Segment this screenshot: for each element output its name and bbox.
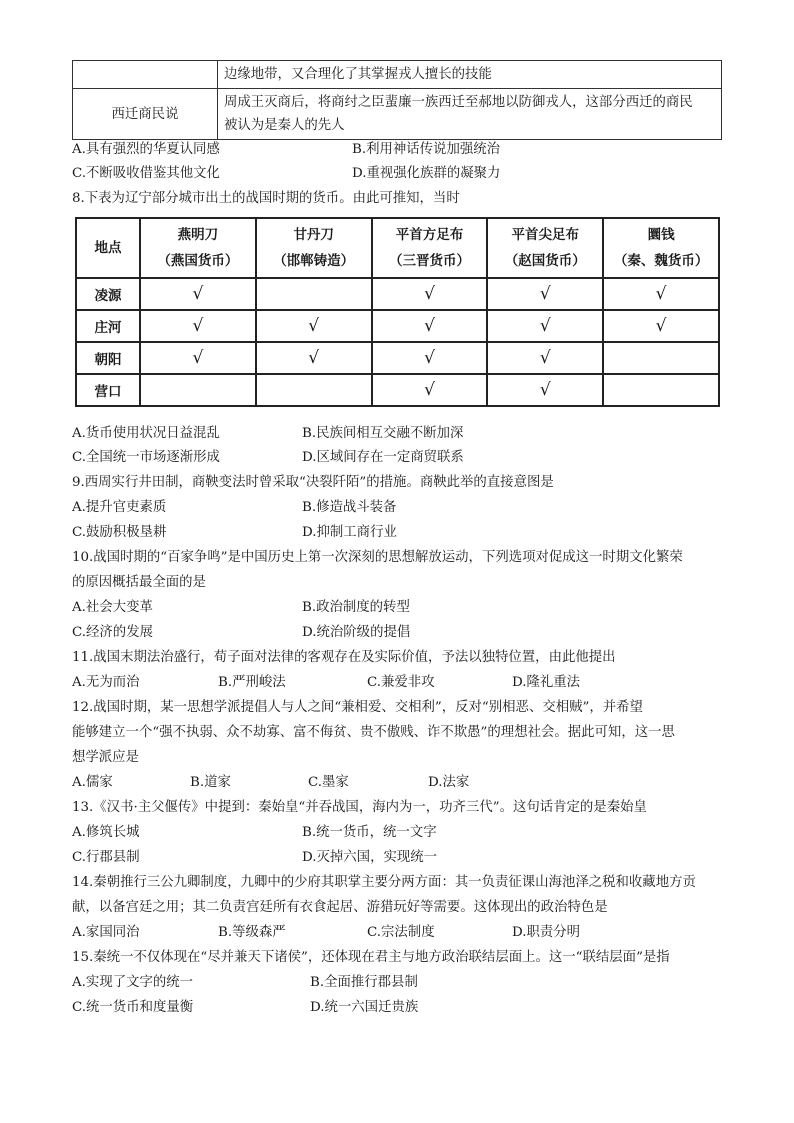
check-cell <box>140 374 256 406</box>
column-note: （邯郸铸造） <box>273 253 355 269</box>
q15-option-d[interactable]: D.统一六国迁贵族 <box>310 1000 419 1015</box>
q8-stem: 8.下表为辽宁部分城市出土的战国时期的货币。由此可推知，当时 <box>72 191 460 206</box>
check-cell: √ <box>372 374 488 406</box>
q12-option-c[interactable]: C.墨家 <box>308 775 349 790</box>
table-header-cell <box>487 218 603 278</box>
check-cell <box>256 278 372 310</box>
check-cell: √ <box>487 278 603 310</box>
table-row <box>76 310 719 342</box>
q9-option-b[interactable]: B.修造战斗装备 <box>302 500 397 515</box>
check-cell: √ <box>603 278 719 310</box>
q9-option-c[interactable]: C.鼓励积极垦耕 <box>72 525 167 540</box>
check-cell: √ <box>256 310 372 342</box>
q12-option-b[interactable]: B.道家 <box>190 775 231 790</box>
check-cell: √ <box>140 310 256 342</box>
q14-option-b[interactable]: B.等级森严 <box>218 925 286 940</box>
place-cell: 庄河 <box>76 310 140 342</box>
check-cell: √ <box>603 310 719 342</box>
q14-option-c[interactable]: C.宗法制度 <box>367 925 435 940</box>
table-row <box>73 61 722 89</box>
table-header-cell <box>603 218 719 278</box>
q12-option-d[interactable]: D.法家 <box>428 775 470 790</box>
check-cell: √ <box>372 278 488 310</box>
q10-option-d[interactable]: D.统治阶级的提倡 <box>302 625 411 640</box>
q14-option-d[interactable]: D.职责分明 <box>512 925 581 940</box>
table-cell <box>218 89 722 140</box>
q9-option-a[interactable]: A.提升官吏素质 <box>72 500 167 515</box>
place-cell: 朝阳 <box>76 342 140 374</box>
check-cell <box>256 374 372 406</box>
column-note: （三晋货币） <box>388 253 470 269</box>
check-cell <box>603 374 719 406</box>
q12-stem: 能够建立一个“强不执弱、众不劫寡、富不侮贫、贵不傲贱、诈不欺愚”的理想社会。据此可知，这一思 <box>72 725 675 740</box>
check-cell: √ <box>372 342 488 374</box>
q13-stem: 13.《汉书·主父偃传》中提到：秦始皇“并吞战国，海内为一，功齐三代”。这句话肯定的是秦始皇 <box>72 800 647 815</box>
check-cell: √ <box>140 278 256 310</box>
column-name: 圜钱 <box>647 227 675 243</box>
column-note: （燕国货币） <box>157 253 239 269</box>
table-header-row <box>76 218 719 278</box>
q13-option-c[interactable]: C.行郡县制 <box>72 850 140 865</box>
column-name: 平首方足布 <box>395 227 464 243</box>
cell-line: 周成王灭商后，将商纣之臣蜚廉一族西迁至郝地以防御戎人，这部分西迁的商民 <box>224 95 693 110</box>
q10-option-b[interactable]: B.政治制度的转型 <box>302 600 410 615</box>
q15-option-b[interactable]: B.全面推行郡县制 <box>310 975 418 990</box>
table-row <box>76 342 719 374</box>
column-name: 平首尖足布 <box>511 227 580 243</box>
column-name: 燕明刀 <box>177 227 219 243</box>
q15-stem: 15.秦统一不仅体现在“尽并兼天下诸侯”，还体现在君主与地方政治联结层面上。这一“联结层面”是指 <box>72 950 670 965</box>
table-header-cell <box>256 218 372 278</box>
column-name: 甘丹刀 <box>293 227 334 243</box>
q14-option-a[interactable]: A.家国同治 <box>72 925 140 940</box>
q7-option-d[interactable]: D.重视强化族群的凝聚力 <box>352 166 501 181</box>
table-header-cell <box>372 218 488 278</box>
q10-option-a[interactable]: A.社会大变革 <box>72 600 153 615</box>
q7-option-a[interactable]: A.具有强烈的华夏认同感 <box>72 142 220 157</box>
q14-stem: 14.秦朝推行三公九卿制度，九卿中的少府其职掌主要分两方面：其一负责征课山海池泽之税和收藏地方贡 <box>72 875 696 890</box>
check-cell: √ <box>487 374 603 406</box>
table-cell <box>73 61 218 89</box>
place-cell: 凌源 <box>76 278 140 310</box>
q11-option-a[interactable]: A.无为而治 <box>72 675 140 690</box>
check-cell: √ <box>372 310 488 342</box>
q8-option-b[interactable]: B.民族间相互交融不断加深 <box>302 426 464 441</box>
table-row <box>73 89 722 140</box>
q8-option-d[interactable]: D.区域间存在一定商贸联系 <box>302 450 464 465</box>
check-cell: √ <box>487 342 603 374</box>
q11-option-b[interactable]: B.严刑峻法 <box>218 675 286 690</box>
q10-option-c[interactable]: C.经济的发展 <box>72 625 153 640</box>
q8-option-a[interactable]: A.货币使用状况日益混乱 <box>72 426 220 441</box>
q13-option-d[interactable]: D.灭掉六国，实现统一 <box>302 850 438 865</box>
q7-option-b[interactable]: B.利用神话传说加强统治 <box>352 142 501 157</box>
place-cell: 营口 <box>76 374 140 406</box>
q10-stem: 10.战国时期的“百家争鸣”是中国历史上第一次深刻的思想解放运动，下列选项对促成这一时期文化繁荣 <box>72 550 683 565</box>
check-cell: √ <box>140 342 256 374</box>
table-row <box>76 374 719 406</box>
q13-option-b[interactable]: B.统一货币，统一文字 <box>302 825 437 840</box>
q12-stem: 想学派应是 <box>72 750 139 765</box>
table-header-cell <box>140 218 256 278</box>
q12-stem: 12.战国时期，某一思想学派提倡人与人之间“兼相爱、交相利”，反对“别相恶、交相贼”，并希望 <box>72 700 643 715</box>
q12-option-a[interactable]: A.儒家 <box>72 775 113 790</box>
table-cell-label: 西迁商民说 <box>73 89 218 140</box>
q15-option-c[interactable]: C.统一货币和度量衡 <box>72 1000 194 1015</box>
check-cell <box>603 342 719 374</box>
q9-option-d[interactable]: D.抑制工商行业 <box>302 525 397 540</box>
q10-stem: 的原因概括最全面的是 <box>72 575 206 590</box>
legend-table <box>72 60 722 140</box>
column-note: （秦、魏货币） <box>613 253 709 269</box>
table-header-corner: 地点 <box>76 218 140 278</box>
q9-stem: 9.西周实行井田制，商鞅变法时曾采取“决裂阡陌”的措施。商鞅此举的直接意图是 <box>72 475 554 490</box>
cell-line: 被认为是秦人的先人 <box>224 118 345 133</box>
q7-option-c[interactable]: C.不断吸收借鉴其他文化 <box>72 166 220 181</box>
q11-option-d[interactable]: D.隆礼重法 <box>512 675 581 690</box>
q11-stem: 11.战国末期法治盛行，荀子面对法律的客观存在及实际价值，予法以独特位置，由此他提出 <box>72 650 616 665</box>
check-cell: √ <box>256 342 372 374</box>
q13-option-a[interactable]: A.修筑长城 <box>72 825 140 840</box>
q8-option-c[interactable]: C.全国统一市场逐渐形成 <box>72 450 220 465</box>
column-note: （赵国货币） <box>504 253 586 269</box>
table-row <box>76 278 719 310</box>
currency-table <box>75 217 720 407</box>
q15-option-a[interactable]: A.实现了文字的统一 <box>72 975 194 990</box>
table-cell: 边缘地带，又合理化了其掌握戎人擅长的技能 <box>218 61 722 89</box>
check-cell: √ <box>487 310 603 342</box>
q14-stem: 献，以备宫廷之用；其二负责宫廷所有衣食起居、游猎玩好等需要。这体现出的政治特色是 <box>72 900 608 915</box>
q11-option-c[interactable]: C.兼爱非攻 <box>367 675 435 690</box>
